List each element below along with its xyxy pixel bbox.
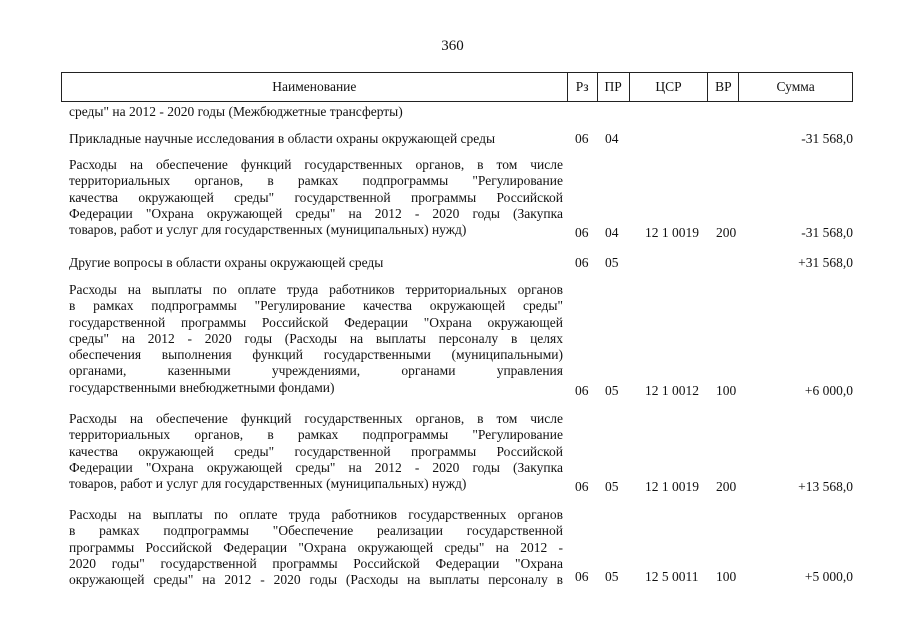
- row-vr: 100: [716, 383, 737, 398]
- row-csr: 12 1 0019: [645, 479, 699, 494]
- row-sum: +6 000,0: [804, 383, 853, 398]
- row-name-line: государственными внебюджетными фондами): [69, 379, 335, 395]
- row-name-line: качества окружающей среды" государственной программы Российской: [69, 189, 563, 205]
- row-name-line: обеспечения выполнения функций государственными (муниципальными): [69, 347, 563, 363]
- row-csr: 12 5 0011: [645, 569, 699, 584]
- page-number: 360: [441, 38, 464, 54]
- row-pr: 05: [605, 479, 619, 494]
- row-name-line: программы Российской Федерации "Охрана окружающей среды" на 2012 -: [69, 539, 563, 555]
- row-pr: 05: [605, 569, 619, 584]
- row-rz: 06: [575, 255, 589, 270]
- row-name: [69, 131, 563, 147]
- header-sum: Сумма: [738, 73, 852, 101]
- header-name: Наименование: [272, 79, 357, 94]
- header-pr: ПР: [597, 73, 629, 101]
- row-rz: 06: [575, 383, 589, 398]
- row-sum: -31 568,0: [801, 225, 853, 240]
- row-name-line: качества окружающей среды" государственной программы Российской: [69, 443, 563, 459]
- row-pr: 05: [605, 383, 619, 398]
- row-csr: 12 1 0019: [645, 225, 699, 240]
- row-sum: +5 000,0: [804, 569, 853, 584]
- row-rz: 06: [575, 569, 589, 584]
- row-rz: 06: [575, 479, 589, 494]
- row-sum: +13 568,0: [798, 479, 853, 494]
- row-name-line: Федерации "Охрана окружающей среды" на 2012 - 2020 годы (Закупка: [69, 205, 563, 221]
- row-name-line: Расходы на выплаты по оплате труда работников территориальных органов: [69, 282, 563, 297]
- row-vr: 100: [716, 569, 737, 584]
- row-csr: 12 1 0012: [645, 383, 699, 398]
- row-name: [69, 411, 563, 492]
- row-name-line: товаров, работ и услуг для государственных (муниципальных) нужд): [69, 476, 467, 492]
- row-pr: 04: [605, 131, 619, 146]
- row-name-line: Расходы на выплаты по оплате труда работников государственных органов: [69, 507, 563, 522]
- row-sum: -31 568,0: [801, 131, 853, 146]
- row-name: [69, 255, 563, 271]
- row-name-line: Расходы на обеспечение функций государственных органов, в том числе: [69, 411, 563, 426]
- row-name-line: окружающей среды" на 2012 - 2020 годы (Расходы на выплаты персоналу в: [69, 572, 563, 588]
- row-vr: 200: [716, 225, 737, 240]
- row-name: [69, 157, 563, 238]
- row-name-line: органами, казенными учреждениями, органами управления: [69, 363, 563, 379]
- row-name: [69, 507, 563, 588]
- row-name-line: товаров, работ и услуг для государственных (муниципальных) нужд): [69, 222, 467, 238]
- row-name-line: Прикладные научные исследования в области охраны окружающей среды: [69, 131, 496, 146]
- row-name-line: в рамках подпрограммы "Регулирование качества окружающей среды": [69, 298, 563, 314]
- row-name-line: Расходы на обеспечение функций государственных органов, в том числе: [69, 157, 563, 172]
- row-name-line: в рамках подпрограммы "Обеспечение реализации государственной: [69, 523, 563, 539]
- row-pr: 04: [605, 225, 619, 240]
- row-sum: +31 568,0: [798, 255, 853, 270]
- header-vr: ВР: [707, 73, 738, 101]
- row-pr: 05: [605, 255, 619, 270]
- row-name-line: Федерации "Охрана окружающей среды" на 2012 - 2020 годы (Закупка: [69, 459, 563, 475]
- row-vr: 200: [716, 479, 737, 494]
- row-rz: 06: [575, 225, 589, 240]
- row-name-line: территориальных органов, в рамках подпрограммы "Регулирование: [69, 173, 563, 189]
- row-name-line: 2020 годы" государственной программы Российской Федерации "Охрана: [69, 555, 563, 571]
- row-rz: 06: [575, 131, 589, 146]
- row-name-line: государственной программы Российской Федерации "Охрана окружающей: [69, 314, 563, 330]
- row-name-line: территориальных органов, в рамках подпрограммы "Регулирование: [69, 427, 563, 443]
- header-csr: ЦСР: [629, 73, 708, 101]
- table-header: [61, 72, 853, 102]
- header-rz: Рз: [567, 73, 597, 101]
- row-name-line: среды" на 2012 - 2020 годы (Расходы на выплаты персоналу в целях: [69, 330, 563, 346]
- continuation-text: среды" на 2012 - 2020 годы (Межбюджетные трансферты): [69, 104, 403, 119]
- row-name-line: Другие вопросы в области охраны окружающей среды: [69, 255, 384, 270]
- row-name: [69, 282, 563, 396]
